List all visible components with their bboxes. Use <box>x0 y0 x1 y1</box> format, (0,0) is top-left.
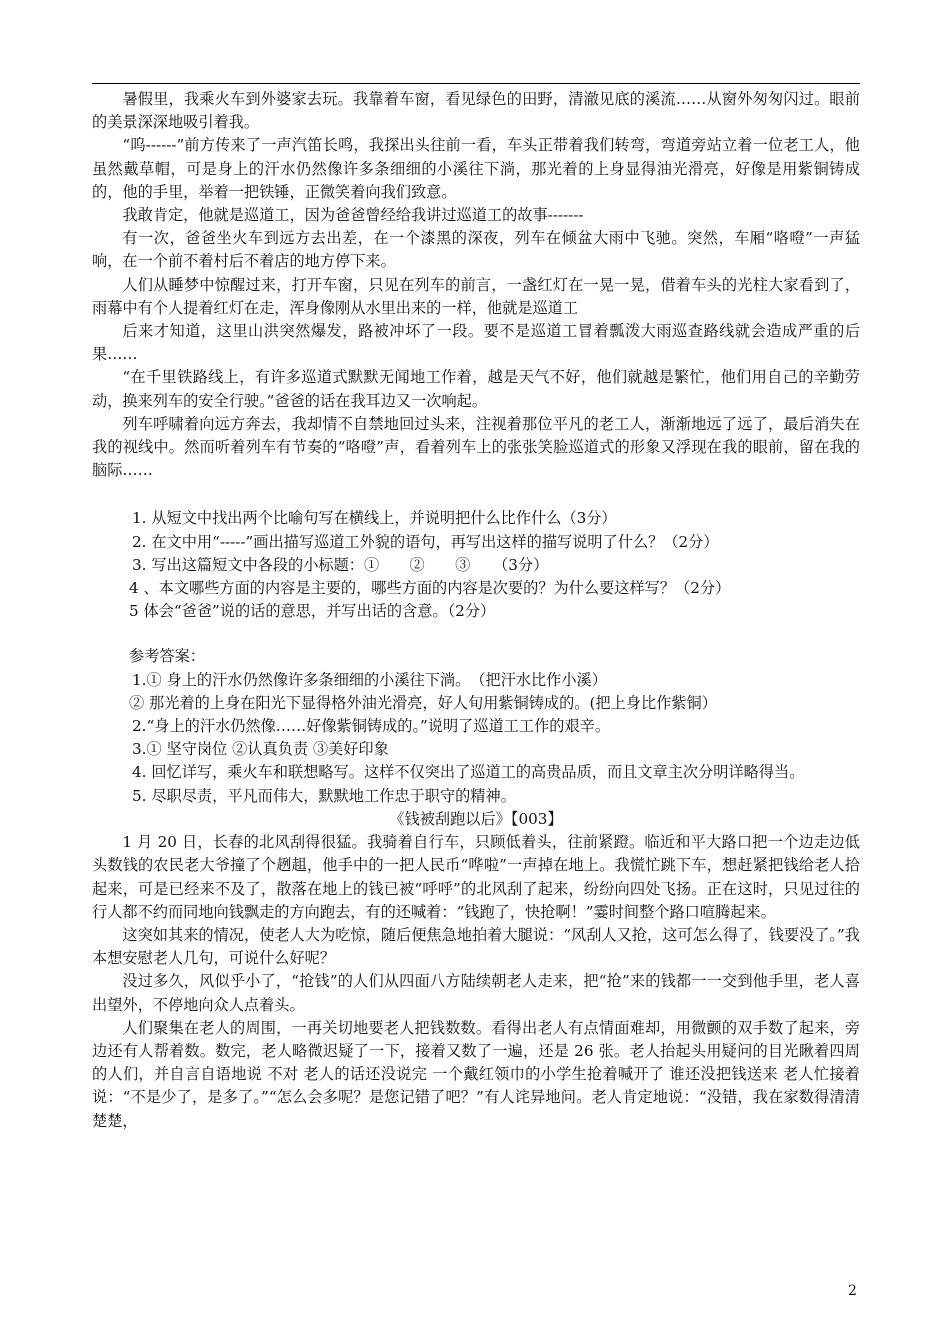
story1-paragraph: 后来才知道，这里山洪突然爆发，路被冲坏了一段。要不是巡道工冒着瓢泼大雨巡查路线就会造成严重的后果…… <box>92 322 860 364</box>
story1-paragraph: 我敢肯定，他就是巡道工，因为爸爸曾经给我讲过巡道工的故事------- <box>122 206 584 225</box>
answer-item: 2.“身上的汗水仍然像……好像紫铜铸成的。”说明了巡道工工作的艰辛。 <box>132 717 611 736</box>
answer-item: ② 那光着的上身在阳光下显得格外油光滑亮，好人旬用紫铜铸成的。(把上身比作紫铜） <box>129 693 717 712</box>
story1-paragraph: 暑假里，我乘火车到外婆家去玩。我靠着车窗，看见绿色的田野，清澈见底的溪流……从窗外匆匆闪过。眼前的美景深深地吸引着我。 <box>92 90 860 132</box>
story2-paragraph: 人们聚集在老人的周围，一再关切地要老人把钱数数。看得出老人有点情面难却，用微颤的双手数了起来，旁边还有人帮着数。数完，老人略微迟疑了一下，接着又数了一遍，还是 26 张。老人抬起头用疑问的目光瞅着四周的人们，并自言自语地说 不对 老人的话还没说完 一个戴红领巾的小学生抢着喊开了 谁还没把钱送来 老人忙接着说：“不是少了，是多了。”“怎么会多呢？是您记错了吧？”有人诧异地问。老人肯定地说：“没错，我在家数得清清楚楚， <box>92 1018 860 1130</box>
answer-item: 5. 尽职尽责，平凡而伟大，默默地工作忠于职守的精神。 <box>132 786 516 805</box>
question-list <box>92 507 860 623</box>
page-content <box>92 88 860 1133</box>
story1-paragraph: 有一次，爸爸坐火车到远方去出差，在一个漆黑的深夜，列车在倾盆大雨中飞驰。突然，车厢“咯噔”一声猛响，在一个前不着村后不着店的地方停下来。 <box>92 229 860 271</box>
story1-paragraph: 列车呼啸着向远方奔去，我却情不自禁地回过头来，注视着那位平凡的老工人，渐渐地远了远了，最后消失在我的视线中。然而听着列车有节奏的“咯噔”声，看着列车上的张张笑脸巡道式的形象又浮现在我的眼前，留在我的脑际…… <box>92 414 860 480</box>
question-item: 1. 从短文中找出两个比喻句写在横线上，并说明把什么比作什么（3分） <box>132 509 617 528</box>
answer-item: 4. 回忆详写，乘火车和联想略写。这样不仅突出了巡道工的高贵品质，而且文章主次分明详略得当。 <box>132 763 805 782</box>
answer-item: 1.① 身上的汗水仍然像许多条细细的小溪往下淌。 （把汗水比作小溪） <box>132 670 607 689</box>
question-item: 4 、本文哪些方面的内容是主要的，哪些方面的内容是次要的？为什么要这样写？（2分） <box>129 579 731 598</box>
story1-paragraph: 人们从睡梦中惊醒过来，打开车窗，只见在列车的前言，一盏红灯在一晃一晃，借着车头的光柱大家看到了，雨幕中有个人提着红灯在走，浑身像刚从水里出来的一样，他就是巡道工 <box>92 275 860 317</box>
story2-paragraph: 这突如其来的情况，使老人大为吃惊，随后便焦急地拍着大腿说：“风刮人又抢，这可怎么得了，钱要没了。”我本想安慰老人几句，可说什么好呢？ <box>92 925 860 968</box>
story2 <box>92 808 860 1133</box>
header-rule <box>92 83 860 84</box>
story1-body <box>92 88 860 482</box>
question-item: 2. 在文中用“-----”画出描写巡道工外貌的语句，再写出这样的描写说明了什么？（2分） <box>132 532 719 551</box>
question-item: 5 体会“爸爸”说的话的意思，并写出话的含意。（2分） <box>129 602 496 621</box>
spacer <box>92 482 860 507</box>
story2-paragraph: 1 月 20 日，长春的北风刮得很猛。我骑着自行车，只顾低着头，往前紧蹬。临近和平大路口把一个边走边低头数钱的农民老大爷撞了个趔趄，他手中的一把人民币“哗啦”一声掉在地上。我慌忙跳下车，想赶紧把钱给老人拾起来，可是已经来不及了，散落在地上的钱已被“呼呼”的北风刮了起来，纷纷向四处飞扬。正在这时，只见过往的行人都不约而同地向钱飘走的方向跑去，有的还喊着：“钱跑了，快抢啊！”霎时间整个路口喧腾起来。 <box>92 833 860 921</box>
page-number: 2 <box>848 1283 857 1299</box>
question-item: 3. 写出这篇短文中各段的小标题：① ② ③ （3分） <box>132 555 549 574</box>
answer-heading: 参考答案： <box>129 647 205 666</box>
answer-item: 3.① 坚守岗位 ②认真负责 ③美好印象 <box>132 740 389 759</box>
story1-paragraph: “在千里铁路线上，有许多巡道式默默无闻地工作着，越是天气不好，他们就越是繁忙，他们用自己的辛勤劳动，换来列车的安全行驶。”爸爸的话在我耳边又一次响起。 <box>92 368 860 410</box>
story2-paragraph: 没过多久，风似乎小了，“抢钱”的人们从四面八方陆续朝老人走来，把“抢”来的钱都一一交到他手里，老人喜出望外，不停地向众人点着头。 <box>92 972 860 1014</box>
story2-title: 《钱被刮跑以后》【003】 <box>389 809 563 828</box>
story1-paragraph: “呜------”前方传来了一声汽笛长鸣，我探出头往前一看，车头正带着我们转弯，弯道旁站立着一位老工人，他虽然戴草帽，可是身上的汗水仍然像许多条细细的小溪往下淌，那光着的上身显得油光滑亮，好像是用紫铜铸成的，他的手里，举着一把铁锤，正微笑着向我们致意。 <box>92 136 860 201</box>
answer-section <box>92 645 860 807</box>
spacer <box>92 623 860 645</box>
